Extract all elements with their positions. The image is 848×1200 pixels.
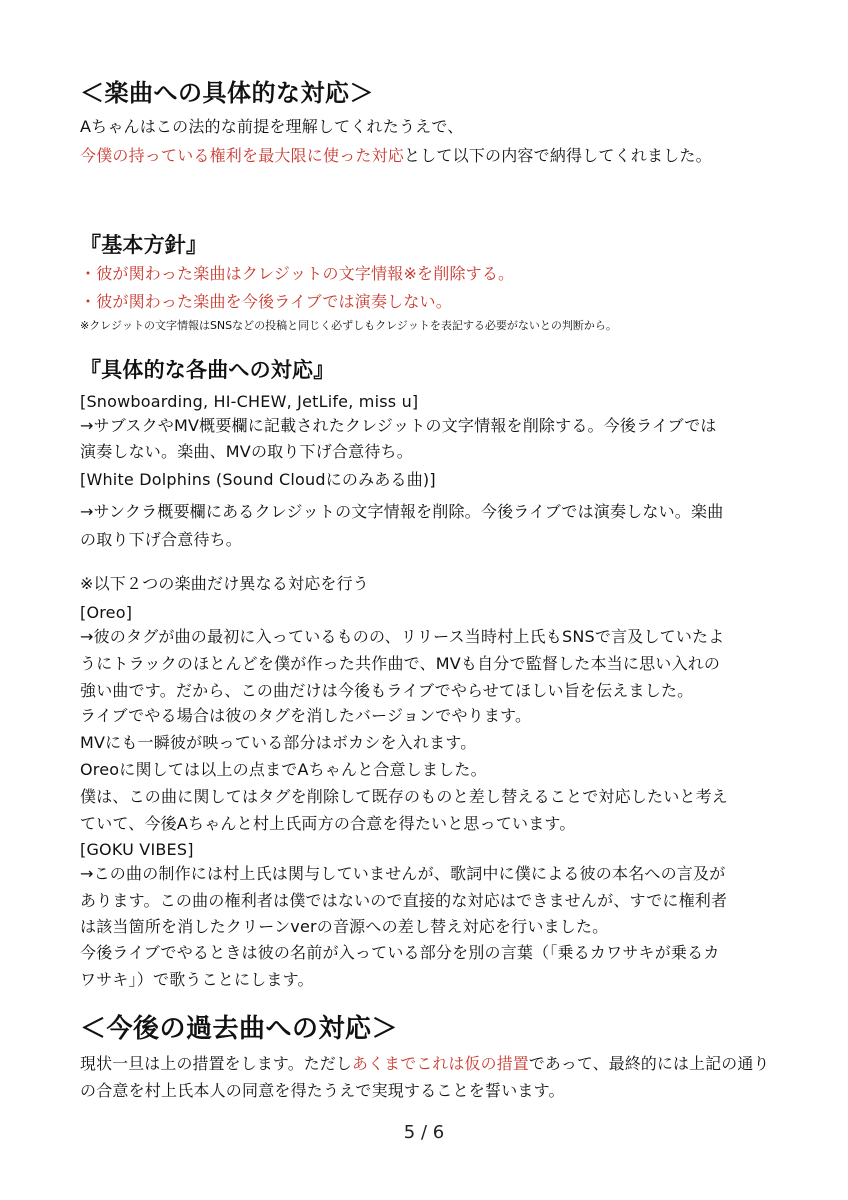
future-highlight: あくまでこれは仮の措置: [352, 1054, 529, 1073]
oreo-line: 僕は、この曲に関してはタグを削除して既存のものと差し替えることで対応したいと考え: [80, 787, 729, 806]
exception-note: ※以下２つの楽曲だけ異なる対応を行う: [80, 574, 370, 593]
oreo-line: ていて、今後Aちゃんと村上氏両方の合意を得たいと思っています。: [80, 814, 576, 833]
oreo-line: ライブでやる場合は彼のタグを消したバージョンでやります。: [80, 706, 532, 725]
future-line-2: の合意を村上氏本人の同意を得たうえで実現することを誓います。: [80, 1081, 565, 1100]
intro-line-2-rest: として以下の内容で納得してくれました。: [404, 146, 712, 165]
intro-line-2: [80, 146, 712, 166]
goku-line: →この曲の制作には村上氏は関与していませんが、歌詞中に僕による彼の本名への言及が: [80, 864, 726, 883]
oreo-line: MVにも一瞬彼が映っている部分はボカシを入れます。: [80, 733, 477, 752]
group2-line-2: の取り下げ合意待ち。: [80, 530, 243, 549]
group1-title: [Snowboarding, HI-CHEW, JetLife, miss u]: [80, 392, 419, 411]
future-line-1-pre: 現状一旦は上の措置をします。ただし: [80, 1054, 353, 1073]
section-heading-specific: ＜楽曲への具体的な対応＞: [80, 79, 374, 107]
goku-title: [GOKU VIBES]: [80, 840, 194, 859]
goku-line: あります。この曲の権利者は僕ではないので直接的な対応はできませんが、すでに権利者: [80, 891, 728, 910]
per-song-heading: 『具体的な各曲への対応』: [80, 358, 335, 382]
intro-line-1: Aちゃんはこの法的な前提を理解してくれたうえで、: [80, 117, 464, 136]
group1-line-2: 演奏しない。楽曲、MVの取り下げ合意待ち。: [80, 442, 413, 461]
oreo-line: 強い曲です。だから、この曲だけは今後もライブでやらせてほしい旨を伝えました。: [80, 681, 694, 700]
basic-policy-heading: 『基本方針』: [80, 233, 208, 257]
goku-line: は該当箇所を消したクリーンverの音源への差し替え対応を行いました。: [80, 917, 609, 936]
group1-line-1: →サブスクやMV概要欄に記載されたクレジットの文字情報を削除する。今後ライブでは: [80, 416, 717, 435]
intro-highlight: 今僕の持っている権利を最大限に使った対応: [80, 146, 405, 165]
group2-title: [White Dolphins (Sound Cloudにのみある曲)]: [80, 470, 436, 489]
future-line-1: [80, 1054, 770, 1074]
policy-note: ※クレジットの文字情報はSNSなどの投稿と同じく必ずしもクレジットを表記する必要がないとの判断から。: [80, 319, 617, 332]
future-line-1-post: であって、最終的には上記の通り: [528, 1054, 770, 1073]
oreo-line: →彼のタグが曲の最初に入っているものの、リリース当時村上氏もSNSで言及していたよ: [80, 627, 725, 646]
section-heading-future: ＜今後の過去曲への対応＞: [80, 1014, 399, 1044]
oreo-line: うにトラックのほとんどを僕が作った共作曲で、MVも自分で監督した本当に思い入れの: [80, 654, 721, 673]
oreo-title: [Oreo]: [80, 603, 133, 622]
policy-bullet-1: ・彼が関わった楽曲はクレジットの文字情報※を削除する。: [80, 264, 515, 283]
goku-line: ワサキ」）で歌うことにします。: [80, 970, 314, 989]
policy-bullet-2: ・彼が関わった楽曲を今後ライブでは演奏しない。: [80, 292, 452, 311]
group2-line-1: →サンクラ概要欄にあるクレジットの文字情報を削除。今後ライブでは演奏しない。楽曲: [80, 502, 724, 521]
oreo-line: Oreoに関しては以上の点までAちゃんと合意しました。: [80, 760, 487, 779]
page-number: 5 / 6: [403, 1122, 445, 1143]
goku-line: 今後ライブでやるときは彼の名前が入っている部分を別の言葉（「乗るカワサキが乗るカ: [80, 943, 720, 962]
